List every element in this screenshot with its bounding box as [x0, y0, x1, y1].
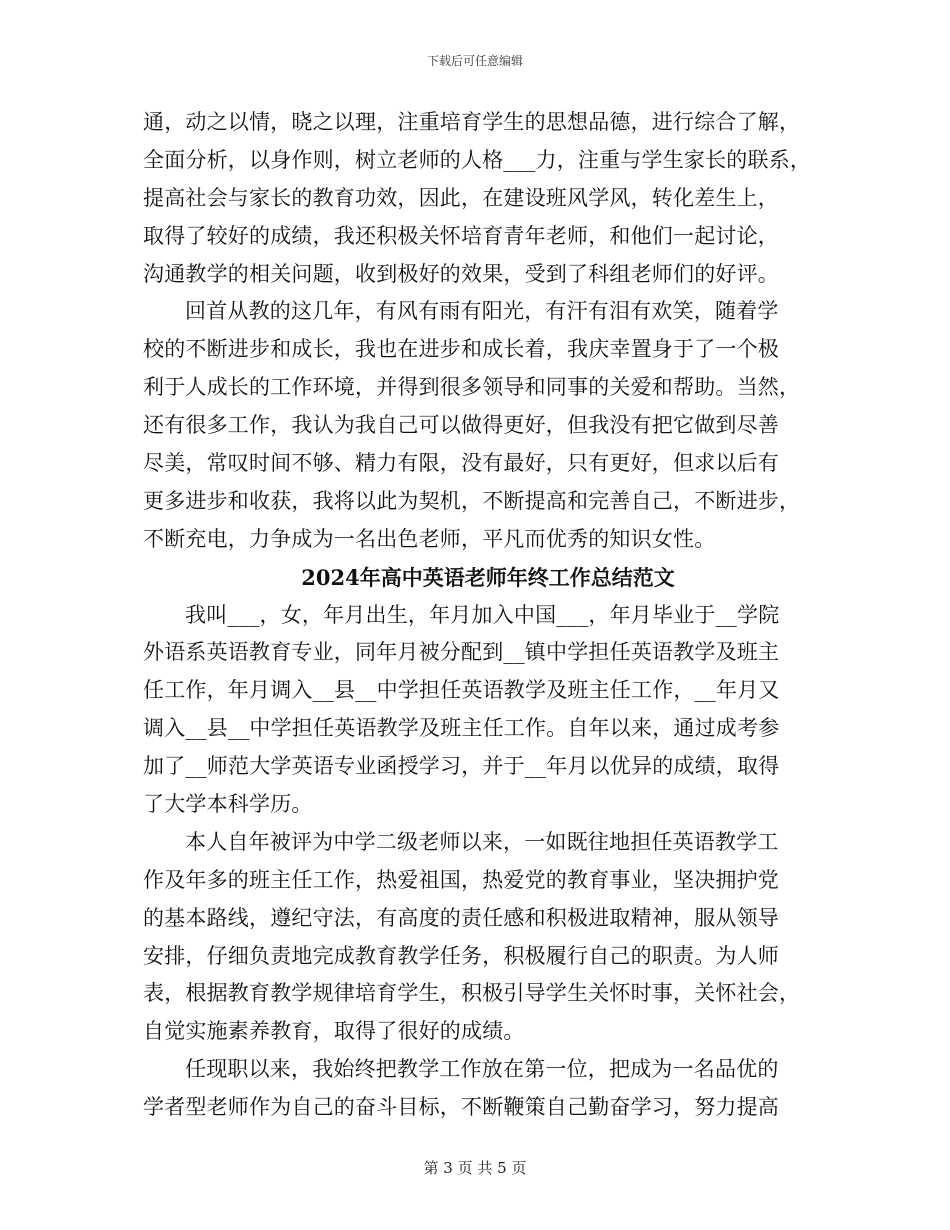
text-line: 回首从教的这几年，有风有雨有阳光，有汗有泪有欢笑，随着学 — [185, 299, 779, 324]
paragraph — [143, 104, 813, 293]
text-line: 调入__县__中学担任英语教学及班主任工作。自年以来，通过成考参 — [143, 716, 780, 741]
text-line: 加了__师范大学英语专业函授学习，并于__年月以优异的成绩，取得 — [143, 754, 780, 779]
text-line: 外语系英语教育专业，同年月被分配到__镇中学担任英语教学及班主 — [143, 640, 780, 665]
text-line: 还有很多工作，我认为我自己可以做得更好，但我没有把它做到尽善 — [143, 413, 779, 438]
page-header: 下载后可任意编辑 — [426, 54, 523, 68]
text-line: 了大学本科学历。 — [143, 792, 313, 817]
text-line: 尽美，常叹时间不够、精力有限，没有最好，只有更好，但求以后有 — [143, 451, 779, 476]
text-line: 校的不断进步和成长，我也在进步和成长着，我庆幸置身于了一个极 — [143, 337, 779, 362]
paragraph — [143, 1051, 813, 1127]
text-line: 任现职以来，我始终把教学工作放在第一位，把成为一名品优的 — [185, 1057, 779, 1082]
text-line: 不断充电，力争成为一名出色老师，平凡而优秀的知识女性。 — [143, 526, 716, 551]
text-line: 提高社会与家长的教育功效，因此，在建设班风学风，转化差生上， — [143, 185, 779, 210]
document-body — [143, 104, 813, 1127]
text-line: 沟通教学的相关问题，收到极好的效果，受到了科组老师们的好评。 — [143, 261, 779, 286]
page-number: 第 3 页 共 5 页 — [423, 1159, 527, 1177]
text-line: 学者型老师作为自己的奋斗目标，不断鞭策自己勤奋学习，努力提高 — [143, 1095, 779, 1120]
text-line: 取得了较好的成绩，我还积极关怀培育青年老师，和他们一起讨论， — [143, 223, 779, 248]
text-line: 作及年多的班主任工作，热爱祖国，热爱党的教育事业，坚决拥护党 — [143, 867, 779, 892]
text-line: 的基本路线，遵纪守法，有高度的责任感和积极进取精神，服从领导 — [143, 905, 779, 930]
text-line: 安排，仔细负责地完成教育教学任务，积极履行自己的职责。为人师 — [143, 943, 779, 968]
text-line: 自觉实施素养教育，取得了很好的成绩。 — [143, 1019, 525, 1044]
text-line: 更多进步和收获，我将以此为契机，不断提高和完善自己，不断进步， — [143, 488, 801, 513]
text-line: 本人自年被评为中学二级老师以来，一如既往地担任英语教学工 — [185, 829, 779, 854]
paragraph — [143, 824, 813, 1051]
section-title: 2024年高中英语老师年终工作总结范文 — [301, 564, 675, 590]
text-line: 利于人成长的工作环境，并得到很多领导和同事的关爱和帮助。当然， — [143, 375, 801, 400]
paragraph — [143, 293, 813, 558]
text-line: 我叫___，女，年月出生，年月加入中国___，年月毕业于__学院 — [185, 602, 780, 627]
text-line: 任工作，年月调入__县__中学担任英语教学及班主任工作，__年月又 — [143, 678, 780, 703]
text-line: 表，根据教育教学规律培育学生，积极引导学生关怀时事，关怀社会， — [143, 981, 801, 1006]
text-line: 通，动之以情，晓之以理，注重培育学生的思想品德，进行综合了解， — [143, 110, 801, 134]
paragraph — [143, 597, 813, 824]
text-line: 全面分析，以身作则，树立老师的人格___力，注重与学生家长的联系， — [143, 147, 812, 172]
